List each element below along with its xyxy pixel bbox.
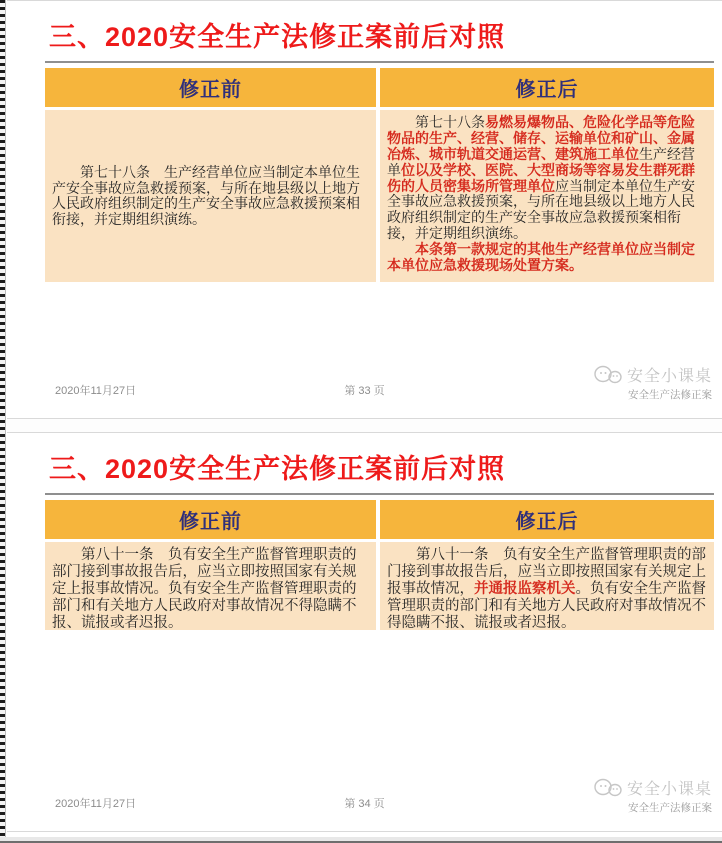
slide-separator [7,419,722,432]
slide-33 [7,0,722,419]
film-strip-edge [0,0,6,843]
slide-stack [7,0,722,832]
slide-title: 三、2020安全生产法修正案前后对照 [49,454,506,484]
column-header-before: 修正前 [45,500,376,539]
comparison-table [45,500,714,630]
title-divider [45,61,714,63]
footer-page-number: 第 33 页 [344,385,385,397]
brand-name: 安全小课桌 [626,368,712,385]
cell-after-text: 第七十八条易燃易爆物品、危险化学品等危险物品的生产、经营、储存、运输单位和矿山、金属冶炼、城市轨道交通运营、建筑施工单位生产经营单位以及学校、医院、大型商场等容易发生群死群伤的人员密集场所管理单位应当制定本单位生产安全事故应急救援预案，与所在地县级以上地方人民政府组织制定的生产安全事故应急救援预案相衔接，并定期组织演练。 本条第一款规定的其他生产经营单位应当制定本单位应急救援现场处置方案。 [380,110,714,282]
cell-before-text: 第七十八条 生产经营单位应当制定本单位生产安全事故应急救援预案，与所在地县级以上地方人民政府组织制定的生产安全事故应急救援预案相衔接，并定期组织演练。 [45,110,376,282]
cell-after-text: 第八十一条 负有安全生产监督管理职责的部门接到事故报告后，应当立即按照国家有关规定上报事故情况，并通报监察机关。负有安全生产监督管理职责的部门和有关地方人民政府对事故情况不得隐瞒不报、谎报或者迟报。 [380,542,714,630]
footer-page-number: 第 34 页 [344,798,385,810]
slide-footer [7,360,722,404]
brand-subtitle: 安全生产法修正案 [628,802,712,814]
footer-date: 2020年11月27日 [55,385,137,397]
bottom-edge-bar [0,837,722,843]
slide-footer [7,773,722,817]
footer-date: 2020年11月27日 [55,798,137,810]
cell-before-text: 第八十一条 负有安全生产监督管理职责的部门接到事故报告后，应当立即按照国家有关规定上报事故情况。负有安全生产监督管理职责的部门和有关地方人民政府对事故情况不得隐瞒不报、谎报或者迟报。 [45,542,376,630]
brand-name: 安全小课桌 [626,781,712,798]
mascot-icon [593,777,623,799]
mascot-icon [593,364,623,386]
slide-34 [7,432,722,832]
slide-title: 三、2020安全生产法修正案前后对照 [49,22,506,52]
column-header-after: 修正后 [380,68,714,107]
brand-watermark [593,776,712,815]
title-divider [45,493,714,495]
brand-watermark [593,363,712,402]
column-header-after: 修正后 [380,500,714,539]
brand-subtitle: 安全生产法修正案 [628,389,712,401]
comparison-table [45,68,714,282]
column-header-before: 修正前 [45,68,376,107]
